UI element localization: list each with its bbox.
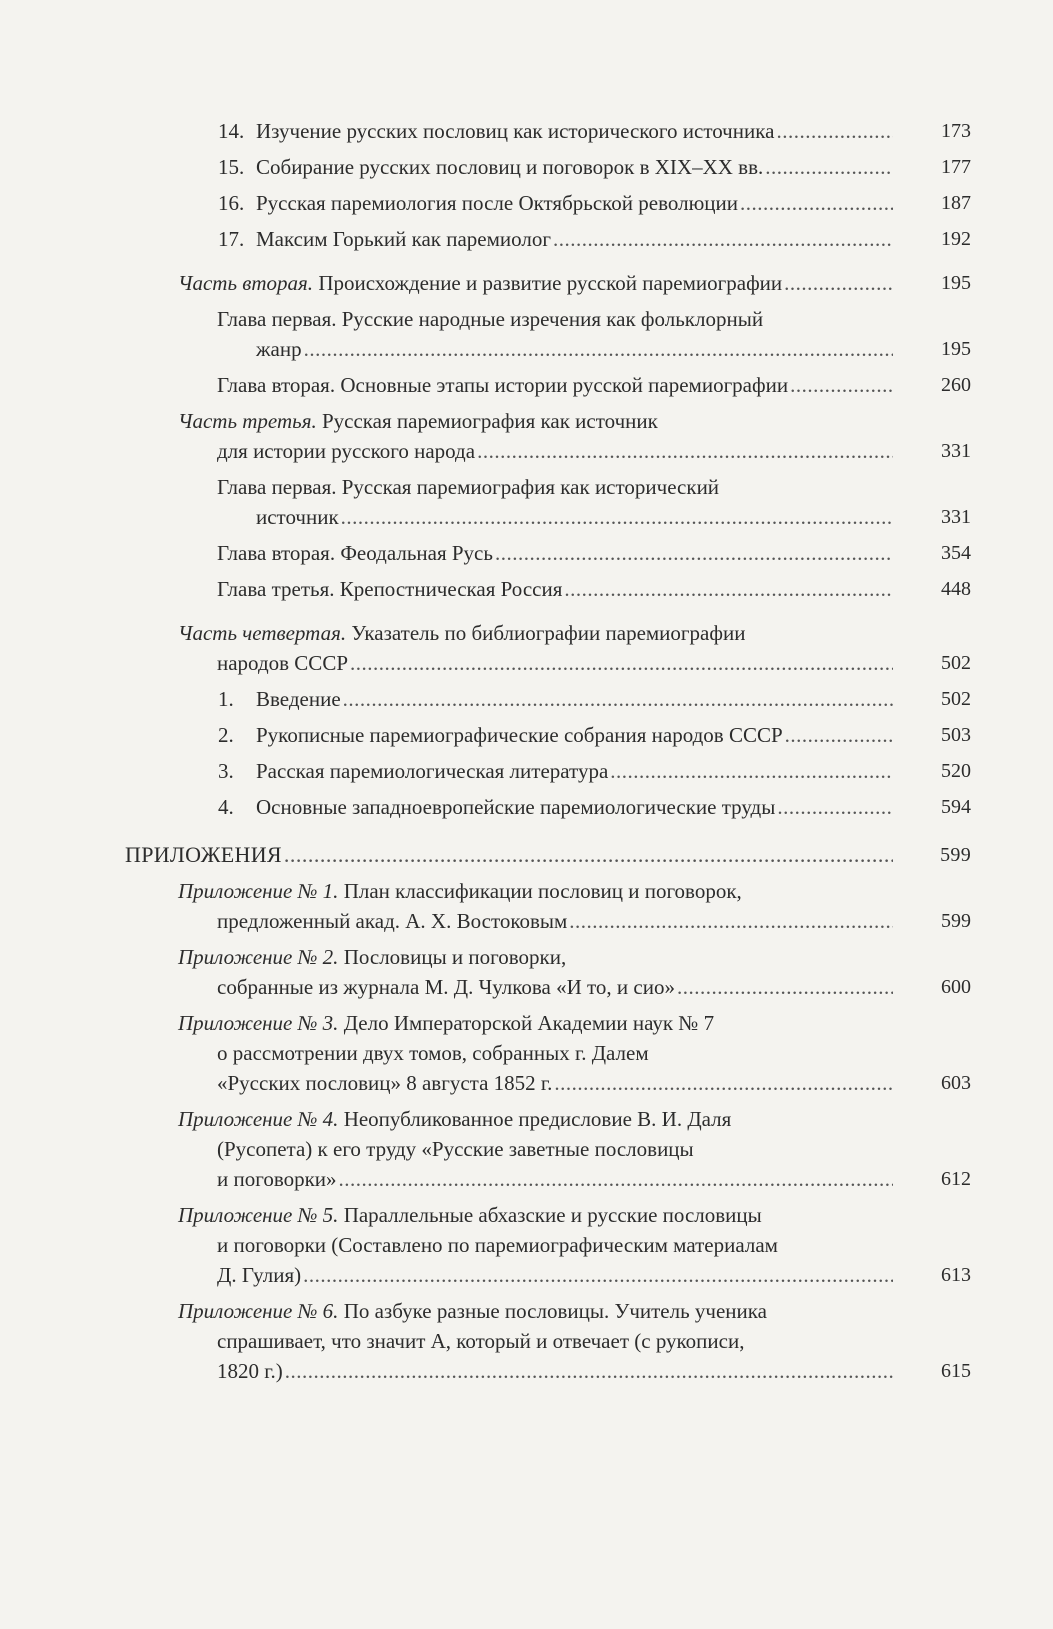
leader-dots [784, 268, 893, 298]
toc-entry-line [0, 684, 893, 714]
toc-entry-title [217, 1356, 283, 1386]
toc-entry-text: Д. Гулия) [217, 1263, 302, 1287]
toc-entry-text: Расская паремиологическая литература [256, 759, 609, 783]
toc-entry-text: Собирание русских пословиц и поговорок в XIX–XX вв. [256, 155, 764, 179]
toc-entry-line [0, 1134, 893, 1164]
page-number: 603 [941, 1072, 971, 1094]
toc-entry-text: Глава первая. Русские народные изречения как фольклорный [217, 307, 764, 331]
toc-entry-line [0, 1164, 893, 1194]
toc-entry-title [217, 972, 675, 1002]
toc-entry-title [218, 684, 341, 714]
page-number: 503 [941, 724, 971, 746]
page-number: 599 [941, 910, 971, 932]
toc-entry-title [218, 756, 608, 786]
page-number: 354 [941, 542, 971, 564]
toc-entry-line [0, 756, 893, 786]
toc-entry [0, 370, 1053, 400]
page-number: 195 [941, 338, 971, 360]
toc-entry-title [217, 538, 493, 568]
toc-entry-line [0, 876, 893, 906]
toc-entry [0, 1296, 1053, 1386]
toc-entry-part-label: Часть четвертая. [178, 621, 347, 645]
toc-entry-number: 1. [218, 687, 234, 711]
leader-dots [285, 1356, 893, 1386]
toc-entry-text: источник [256, 505, 339, 529]
toc-entry-title [217, 1233, 778, 1257]
page-number: 448 [941, 578, 971, 600]
toc-entry [0, 1008, 1053, 1098]
toc-entry [0, 840, 1053, 870]
toc-entry-line [0, 116, 893, 146]
toc-entry-part-label: Часть третья. [178, 409, 317, 433]
toc-entry-line [0, 1200, 893, 1230]
toc-entry [0, 224, 1053, 254]
toc-entry-text: Происхождение и развитие русской паремиографии [318, 271, 783, 295]
toc-entry-line [0, 1296, 893, 1326]
toc-entry-line [0, 472, 893, 502]
toc-entry [0, 406, 1053, 466]
toc-entry-title [217, 1260, 301, 1290]
toc-entry-title [178, 1203, 762, 1227]
toc-entry-text: о рассмотрении двух томов, собранных г. Далем [217, 1041, 649, 1065]
leader-dots [284, 840, 893, 870]
toc-entry-title [218, 188, 738, 218]
leader-dots [790, 370, 893, 400]
page-number: 331 [941, 506, 971, 528]
toc-entry-text: для истории русского народа [217, 439, 476, 463]
toc-entry-title [217, 475, 719, 499]
toc-entry-text: (Русопета) к его труду «Русские заветные пословицы [217, 1137, 694, 1161]
toc-entry-line [0, 538, 893, 568]
toc-entry-text: Основные западноевропейские паремиологические труды [256, 795, 776, 819]
toc-entry-text: Пословицы и поговорки, [343, 945, 567, 969]
toc-entry-title [178, 1299, 767, 1323]
toc-entry-line [0, 1356, 893, 1386]
toc-entry-text: спрашивает, что значит А, который и отвечает (с рукописи, [217, 1329, 745, 1353]
toc-entry-number: 16. [218, 191, 245, 215]
toc-entry-text: «Русских пословиц» 8 августа 1852 г. [217, 1071, 553, 1095]
toc-entry-part-label: Часть вторая. [178, 271, 314, 295]
toc-entry-line [0, 1230, 893, 1260]
toc-entry-title [178, 621, 745, 645]
toc-entry [0, 268, 1053, 298]
toc-entry-title [217, 307, 763, 331]
leader-dots [341, 502, 893, 532]
toc-entry [0, 1200, 1053, 1290]
toc-entry-part-label: Приложение № 5. [178, 1203, 339, 1227]
leader-dots [677, 972, 893, 1002]
toc-entry-title [256, 334, 302, 364]
toc-entry-line [0, 840, 893, 870]
table-of-contents [0, 116, 1053, 1386]
leader-dots [776, 116, 893, 146]
toc-entry-text: Максим Горький как паремиолог [256, 227, 551, 251]
toc-entry-number: 17. [218, 227, 245, 251]
leader-dots [495, 538, 893, 568]
toc-entry-line [0, 1260, 893, 1290]
toc-entry-number: 4. [218, 795, 234, 819]
toc-entry-title [178, 879, 742, 903]
toc-entry-line [0, 720, 893, 750]
toc-entry-line [0, 1068, 893, 1098]
toc-entry-part-label: Приложение № 4. [178, 1107, 339, 1131]
toc-entry [0, 720, 1053, 750]
toc-entry-line [0, 224, 893, 254]
toc-entry-text: Рукописные паремиографические собрания народов СССР [256, 723, 783, 747]
toc-entry-text: Указатель по библиографии паремиографии [351, 621, 746, 645]
toc-entry-text: Русская паремиология после Октябрьской революции [256, 191, 738, 215]
toc-entry-line [0, 1326, 893, 1356]
toc-entry-line [0, 1104, 893, 1134]
leader-dots [339, 1164, 893, 1194]
page-number: 594 [941, 796, 971, 818]
leader-dots [610, 756, 893, 786]
toc-entry-title [218, 224, 551, 254]
toc-entry [0, 876, 1053, 936]
page-number: 502 [941, 688, 971, 710]
page-number: 192 [941, 228, 971, 250]
page-number: 195 [941, 272, 971, 294]
toc-entry-text: ПРИЛОЖЕНИЯ [125, 842, 282, 867]
toc-entry-text: Русская паремиография как источник [321, 409, 658, 433]
toc-entry [0, 792, 1053, 822]
page-number: 187 [941, 192, 971, 214]
toc-entry-title [217, 436, 475, 466]
toc-entry-line [0, 792, 893, 822]
toc-entry-line [0, 574, 893, 604]
toc-entry-line [0, 188, 893, 218]
toc-entry-text: предложенный акад. А. Х. Востоковым [217, 909, 568, 933]
toc-entry-part-label: Приложение № 3. [178, 1011, 339, 1035]
toc-entry-line [0, 406, 893, 436]
toc-entry-line [0, 370, 893, 400]
toc-entry-text: Глава вторая. Феодальная Русь [217, 541, 493, 565]
leader-dots [303, 1260, 893, 1290]
toc-entry [0, 188, 1053, 218]
toc-entry-title [178, 945, 566, 969]
toc-entry-text: собранные из журнала М. Д. Чулкова «И то, и сио» [217, 975, 675, 999]
leader-dots [343, 684, 893, 714]
toc-entry-text: народов СССР [217, 651, 349, 675]
toc-entry-title [218, 720, 783, 750]
toc-entry-title [178, 409, 658, 433]
page-number: 600 [941, 976, 971, 998]
leader-dots [350, 648, 893, 678]
toc-entry-part-label: Приложение № 6. [178, 1299, 339, 1323]
toc-entry-title [217, 1329, 744, 1353]
leader-dots [777, 792, 893, 822]
toc-entry-title [217, 648, 348, 678]
toc-entry-line [0, 906, 893, 936]
toc-entry-part-label: Приложение № 1. [178, 879, 339, 903]
toc-entry-text: Глава третья. Крепостническая Россия [217, 577, 563, 601]
toc-entry-text: жанр [256, 337, 302, 361]
toc-entry [0, 1104, 1053, 1194]
toc-entry-title [178, 268, 782, 298]
toc-entry-title [178, 1011, 714, 1035]
toc-entry-line [0, 152, 893, 182]
leader-dots [569, 906, 893, 936]
toc-entry [0, 152, 1053, 182]
leader-dots [477, 436, 893, 466]
toc-entry-title [218, 152, 763, 182]
page-number: 260 [941, 374, 971, 396]
toc-entry-number: 2. [218, 723, 234, 747]
page-number: 173 [941, 120, 971, 142]
toc-entry-line [0, 942, 893, 972]
page-number: 613 [941, 1264, 971, 1286]
leader-dots [304, 334, 893, 364]
page-number: 502 [941, 652, 971, 674]
toc-entry-title [217, 1068, 552, 1098]
toc-entry-line [0, 502, 893, 532]
toc-entry-title [256, 502, 339, 532]
toc-entry-text: Параллельные абхазские и русские пословицы [343, 1203, 762, 1227]
toc-entry-line [0, 1038, 893, 1068]
toc-entry-number: 15. [218, 155, 245, 179]
toc-entry-text: Неопубликованное предисловие В. И. Даля [343, 1107, 732, 1131]
page-number: 615 [941, 1360, 971, 1382]
toc-entry-line [0, 972, 893, 1002]
toc-entry-line [0, 268, 893, 298]
toc-entry [0, 574, 1053, 604]
toc-entry-text: Глава вторая. Основные этапы истории русской паремиографии [217, 373, 789, 397]
leader-dots [564, 574, 893, 604]
toc-entry-title [217, 574, 562, 604]
toc-entry-line [0, 648, 893, 678]
toc-entry-title [125, 840, 282, 870]
toc-entry [0, 942, 1053, 1002]
toc-entry [0, 756, 1053, 786]
toc-entry-part-label: Приложение № 2. [178, 945, 339, 969]
toc-entry-title [217, 1041, 649, 1065]
toc-entry-title [217, 370, 788, 400]
toc-entry-line [0, 1008, 893, 1038]
leader-dots [553, 224, 893, 254]
page-number: 612 [941, 1168, 971, 1190]
page-number: 599 [940, 844, 971, 866]
toc-entry-text: Введение [256, 687, 341, 711]
toc-entry [0, 116, 1053, 146]
leader-dots [765, 152, 893, 182]
toc-entry [0, 304, 1053, 364]
toc-entry [0, 472, 1053, 532]
leader-dots [785, 720, 893, 750]
toc-entry-line [0, 334, 893, 364]
toc-entry-number: 14. [218, 119, 245, 143]
toc-entry-title [217, 1137, 694, 1161]
page-number: 177 [941, 156, 971, 178]
toc-entry-line [0, 618, 893, 648]
toc-entry-text: По азбуке разные пословицы. Учитель ученика [343, 1299, 767, 1323]
leader-dots [740, 188, 893, 218]
page-number: 331 [941, 440, 971, 462]
toc-entry-title [218, 116, 774, 146]
leader-dots [554, 1068, 893, 1098]
toc-entry-text: и поговорки (Составлено по паремиографическим материалам [217, 1233, 778, 1257]
toc-entry-title [178, 1107, 731, 1131]
toc-entry [0, 684, 1053, 714]
toc-entry-text: и поговорки» [217, 1167, 337, 1191]
toc-entry [0, 538, 1053, 568]
toc-entry-text: Глава первая. Русская паремиография как исторический [217, 475, 720, 499]
toc-entry-title [218, 792, 775, 822]
toc-entry-text: Изучение русских пословиц как исторического источника [256, 119, 775, 143]
toc-entry-line [0, 304, 893, 334]
page-number: 520 [941, 760, 971, 782]
toc-entry-text: Дело Императорской Академии наук № 7 [343, 1011, 715, 1035]
toc-entry-text: 1820 г.) [217, 1359, 283, 1383]
toc-entry [0, 618, 1053, 678]
toc-entry-title [217, 1164, 337, 1194]
toc-entry-line [0, 436, 893, 466]
toc-entry-title [217, 906, 567, 936]
toc-entry-number: 3. [218, 759, 234, 783]
toc-entry-text: План классификации пословиц и поговорок, [343, 879, 742, 903]
